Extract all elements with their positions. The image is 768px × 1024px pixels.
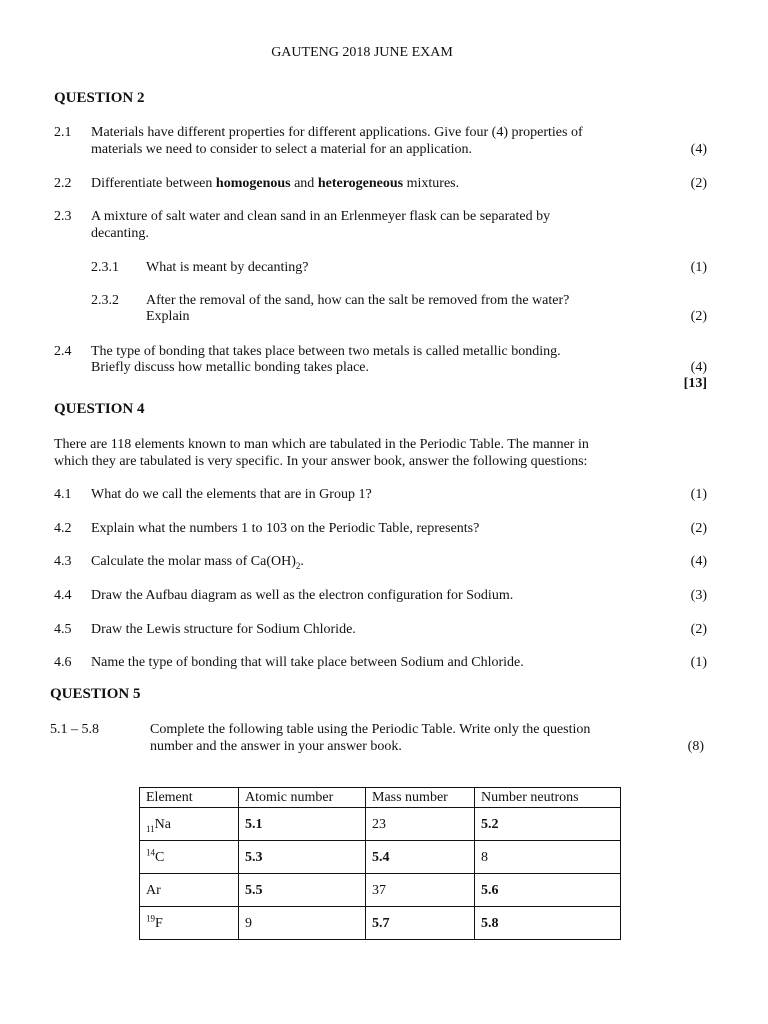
item-marks: (1): [690, 260, 707, 275]
table-cell: 23: [366, 808, 475, 841]
item-text: What is meant by decanting?: [146, 260, 309, 275]
item-text: After the removal of the sand, how can the salt be removed from the water?: [146, 293, 570, 308]
question-4-heading: QUESTION 4: [54, 401, 145, 417]
table-cell: 37: [366, 874, 475, 907]
item-text: Calculate the molar mass of $Ca(OH)_2$.: [91, 554, 304, 571]
item-text: A mixture of salt water and clean sand in an Erlenmeyer flask can be separated by: [91, 209, 551, 224]
page-title: GAUTENG 2018 JUNE EXAM: [271, 45, 453, 60]
question-intro: which they are tabulated is very specific. In your answer book, answer the following questions:: [54, 454, 588, 469]
item-text: Briefly discuss how metallic bonding takes place.: [91, 360, 369, 375]
item-marks: (2): [690, 309, 707, 324]
table-cell: 5.8: [475, 907, 621, 940]
item-number: 2.2: [54, 176, 72, 191]
item-number: 2.1: [54, 125, 72, 140]
item-number: 2.3: [54, 209, 72, 224]
item-text: Complete the following table using the Periodic Table. Write only the question: [150, 722, 591, 737]
table-cell: 5.7: [366, 907, 475, 940]
table-cell: 5.2: [475, 808, 621, 841]
item-number: 4.1: [54, 487, 72, 502]
item-text: What do we call the elements that are in Group 1?: [91, 487, 372, 502]
item-number: 4.4: [54, 588, 72, 603]
item-text: The type of bonding that takes place between two metals is called metallic bonding.: [91, 344, 561, 359]
item-text: Draw the Aufbau diagram as well as the electron configuration for Sodium.: [91, 588, 514, 603]
table-header: Number neutrons: [475, 788, 621, 808]
item-marks: (2): [690, 521, 707, 536]
question-intro: There are 118 elements known to man which are tabulated in the Periodic Table. The manner in: [54, 437, 589, 452]
item-marks: (2): [690, 176, 707, 191]
bold-term: homogenous: [215, 176, 291, 191]
item-text: Explain what the numbers 1 to 103 on the Periodic Table, represents?: [91, 521, 480, 536]
item-marks: (2): [690, 622, 707, 637]
element-cell: $^{14}$C: [140, 841, 239, 874]
table-cell: 8: [475, 841, 621, 874]
table-row: [140, 808, 621, 841]
question-total: [13]: [683, 376, 707, 391]
element-cell: $_{11}$Na: [140, 808, 239, 841]
table-cell: 5.1: [239, 808, 366, 841]
element-cell: Ar: [140, 874, 239, 907]
table-header: Element: [140, 788, 239, 808]
item-text: Draw the Lewis structure for Sodium Chloride.: [91, 622, 356, 637]
table-row: [140, 841, 621, 874]
table-header: Mass number: [366, 788, 475, 808]
item-text: materials we need to consider to select a material for an application.: [91, 142, 472, 157]
table-header: Atomic number: [239, 788, 366, 808]
element-cell: $^{19}$F: [140, 907, 239, 940]
item-text: decanting.: [91, 226, 149, 241]
table-cell: 5.6: [475, 874, 621, 907]
table-cell: 5.3: [239, 841, 366, 874]
item-marks: (1): [690, 655, 707, 670]
item-number: 4.2: [54, 521, 72, 536]
item-marks: (4): [690, 554, 707, 569]
item-marks: (4): [690, 360, 707, 375]
element-table: [139, 787, 621, 940]
question-5-heading: QUESTION 5: [50, 686, 141, 702]
bold-term: heterogeneous: [317, 176, 404, 191]
item-marks: (8): [687, 739, 704, 754]
item-number: 5.1 – 5.8: [50, 722, 99, 737]
table-cell: 9: [239, 907, 366, 940]
item-marks: (4): [690, 142, 707, 157]
question-2-heading: QUESTION 2: [54, 90, 145, 106]
item-number: 2.3.2: [91, 293, 119, 308]
item-text: Name the type of bonding that will take place between Sodium and Chloride.: [91, 655, 524, 670]
item-number: 2.4: [54, 344, 72, 359]
item-number: 2.3.1: [91, 260, 119, 275]
table-header-row: [140, 788, 621, 808]
item-text: Explain: [146, 309, 190, 324]
item-marks: (1): [690, 487, 707, 502]
table-cell: 5.4: [366, 841, 475, 874]
table-cell: 5.5: [239, 874, 366, 907]
item-number: 4.6: [54, 655, 72, 670]
table-row: [140, 907, 621, 940]
item-text: number and the answer in your answer book.: [150, 739, 402, 754]
item-number: 4.5: [54, 622, 72, 637]
item-text: Materials have different properties for different applications. Give four (4) properties of: [91, 125, 583, 140]
item-marks: (3): [690, 588, 707, 603]
table-row: [140, 874, 621, 907]
item-number: 4.3: [54, 554, 72, 569]
item-text: Differentiate between homogenous and heterogeneous mixtures.: [91, 176, 460, 191]
